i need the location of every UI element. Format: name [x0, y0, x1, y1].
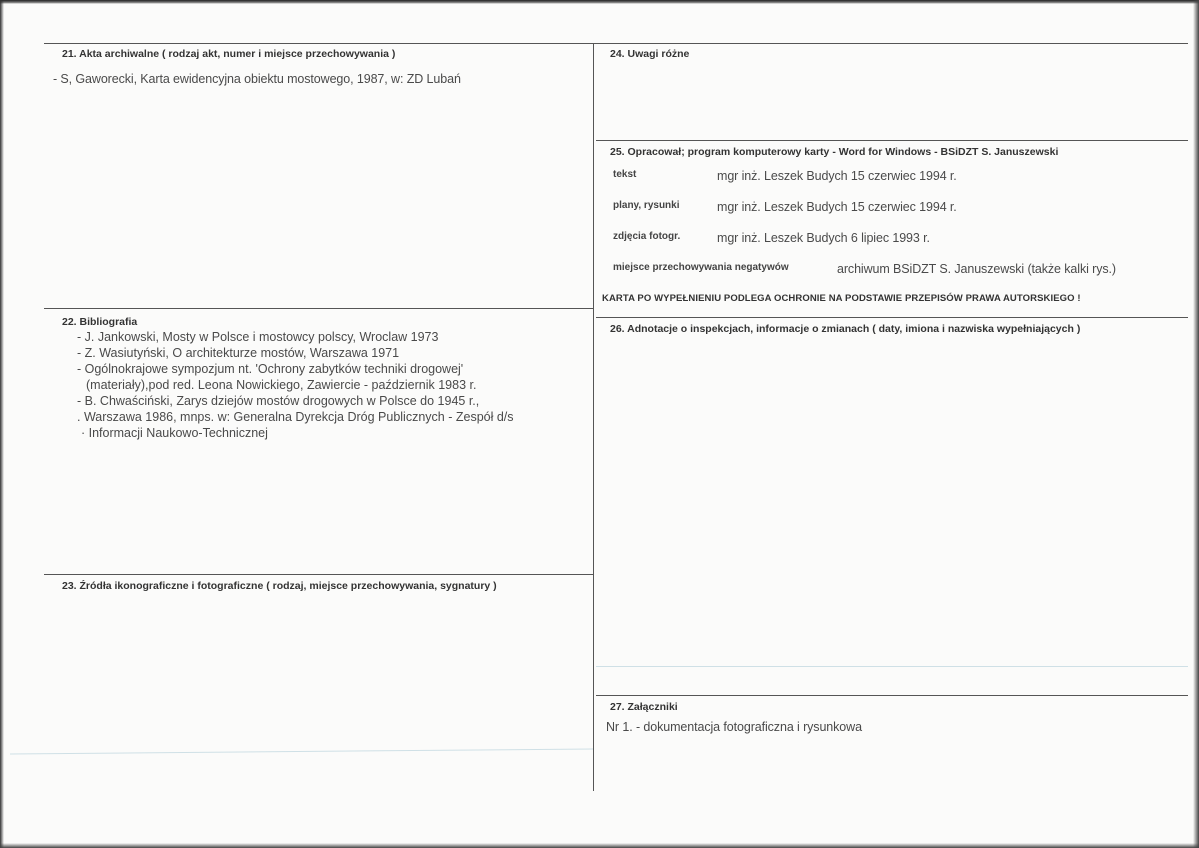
- section-22-heading: 22. Bibliografia: [62, 316, 138, 328]
- card-left-edge: [0, 0, 4, 848]
- rule-24-25: [596, 140, 1188, 141]
- section-27-entry: Nr 1. - dokumentacja fotograficzna i rysunkowa: [606, 720, 862, 734]
- label-plany-rysunki: plany, rysunki: [613, 200, 680, 211]
- center-divider: [593, 43, 594, 791]
- value-zdjecia: mgr inż. Leszek Budych 6 lipiec 1993 r.: [717, 231, 930, 245]
- section-25-heading: 25. Opracował; program komputerowy karty - Word for Windows - BSiDZT S. Januszewski: [610, 146, 1059, 158]
- section-21-entry: - S, Gaworecki, Karta ewidencyjna obiektu mostowego, 1987, w: ZD Lubań: [53, 72, 461, 86]
- section-26-heading: 26. Adnotacje o inspekcjach, informacje o zmianach ( daty, imiona i nazwiska wypełniających ): [610, 323, 1081, 335]
- rule-21-22: [44, 308, 593, 309]
- bibliography-line: - J. Jankowski, Mosty w Polsce i mostowcy polscy, Wroclaw 1973: [77, 330, 439, 344]
- value-tekst: mgr inż. Leszek Budych 15 czerwiec 1994 r.: [717, 169, 957, 183]
- bibliography-line: - Ogólnokrajowe sympozjum nt. 'Ochrony zabytków techniki drogowej': [77, 362, 464, 376]
- section-24-heading: 24. Uwagi różne: [610, 48, 690, 60]
- label-negatives: miejsce przechowywania negatywów: [613, 262, 789, 273]
- faint-scan-line-right: [596, 666, 1188, 667]
- bibliography-line: - Z. Wasiutyński, O architekturze mostów, Warszawa 1971: [77, 346, 400, 360]
- rule-25-26: [596, 317, 1188, 318]
- bibliography-line: (materiały),pod red. Leona Nowickiego, Zawiercie - październik 1983 r.: [86, 378, 477, 392]
- card-bottom-edge: [0, 843, 1199, 848]
- label-zdjecia: zdjęcia fotogr.: [613, 231, 681, 242]
- copyright-notice: KARTA PO WYPEŁNIENIU PODLEGA OCHRONIE NA PODSTAWIE PRZEPISÓW PRAWA AUTORSKIEGO !: [602, 293, 1081, 304]
- label-tekst: tekst: [613, 169, 637, 180]
- section-23-heading: 23. Źródła ikonograficzne i fotograficzne ( rodzaj, miejsce przechowywania, sygnatury ): [62, 580, 497, 592]
- bibliography-line: · Informacji Naukowo-Technicznej: [81, 426, 268, 440]
- value-plany-rysunki: mgr inż. Leszek Budych 15 czerwiec 1994 r.: [717, 200, 957, 214]
- section-21-heading: 21. Akta archiwalne ( rodzaj akt, numer i miejsce przechowywania ): [62, 48, 396, 60]
- card-right-edge: [1193, 0, 1199, 848]
- rule-22-23: [44, 574, 593, 575]
- bibliography-line: - B. Chwaściński, Zarys dziejów mostów drogowych w Polsce do 1945 r.,: [77, 394, 480, 408]
- card-top-edge: [0, 0, 1199, 4]
- rule-26-27: [596, 695, 1188, 696]
- value-negatives: archiwum BSiDZT S. Januszewski (także kalki rys.): [837, 262, 1116, 276]
- bibliography-line: . Warszawa 1986, mnps. w: Generalna Dyrekcja Dróg Publicznych - Zespół d/s: [77, 410, 514, 424]
- faint-scan-line: [10, 748, 593, 754]
- top-rule: [44, 43, 1188, 44]
- section-27-heading: 27. Załączniki: [610, 701, 678, 713]
